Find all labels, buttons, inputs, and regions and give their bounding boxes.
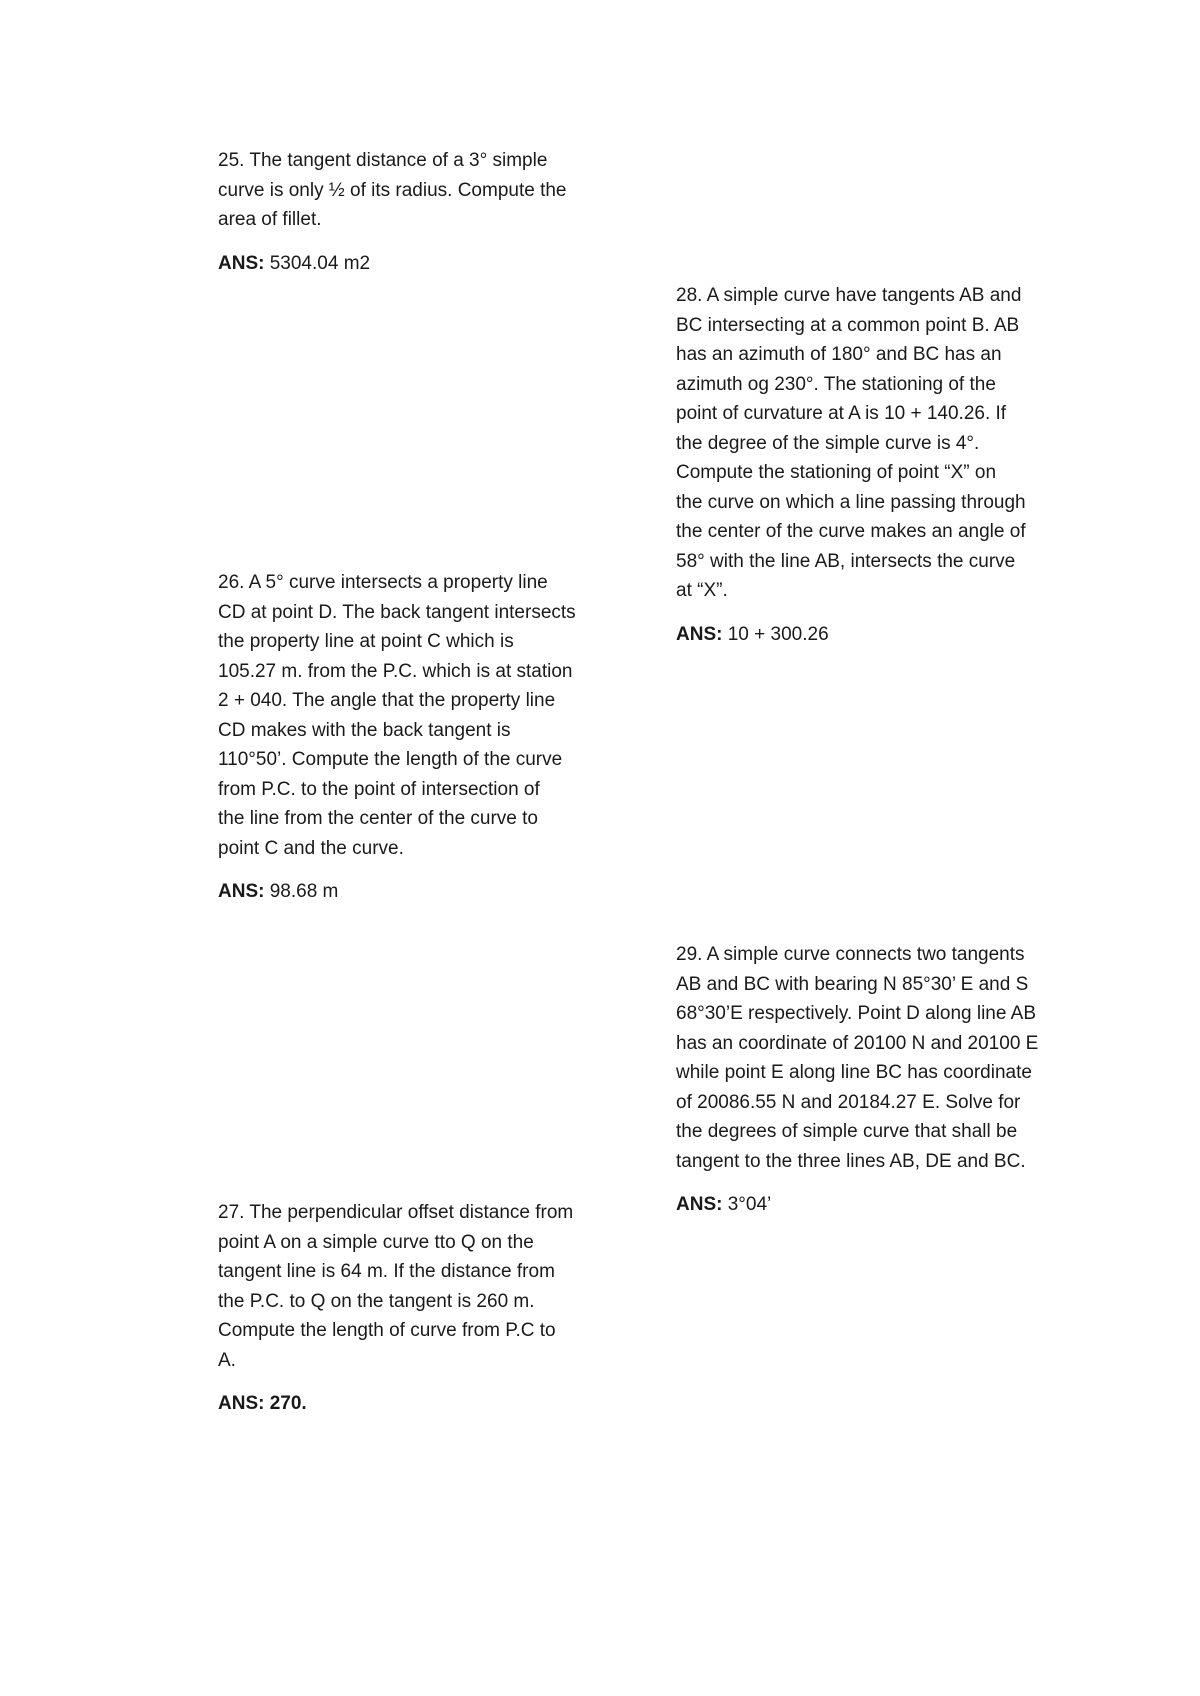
problem-25-answer xyxy=(218,249,618,279)
problem-29-answer xyxy=(676,1190,1076,1220)
answer-value: 98.68 m xyxy=(264,881,339,902)
problem-27-answer xyxy=(218,1389,618,1419)
problem-27-question: 27. The perpendicular offset distance from point A on a simple curve tto Q on the tangent line is 64 m. If the distance from the P.C. to Q on the tangent is 260 m. Compute the length of curve from P.C to A. xyxy=(218,1202,574,1371)
problem-28-question: 28. A simple curve have tangents AB and BC intersecting at a common point B. AB has an azimuth of 180° and BC has an azimuth og 230°. The stationing of the point of curvature at A is 10 + 140.26. If the degree of the simple curve is 4°. Compute the stationing of point “X” on the curve on which a line passing through the center of the curve makes an angle of 58° with the line AB, intersects the curve at “X”. xyxy=(676,285,1026,601)
answer-value: 3°04’ xyxy=(722,1194,772,1215)
problem-25-question: 25. The tangent distance of a 3° simple curve is only ½ of its radius. Compute the area of fillet. xyxy=(218,150,567,230)
problem-26-question: 26. A 5° curve intersects a property line CD at point D. The back tangent intersects the property line at point C which is 105.27 m. from the P.C. which is at station 2 + 040. The angle that the property line CD makes with the back tangent is 110°50’. Compute the length of the curve from P.C. to the point of intersection of the line from the center of the curve to point C and the curve. xyxy=(218,572,576,859)
answer-label: ANS: xyxy=(676,1194,723,1215)
answer-label: ANS: xyxy=(676,623,723,645)
problem-28 xyxy=(676,281,1076,649)
problem-27 xyxy=(218,1198,618,1419)
answer-label: ANS: xyxy=(218,252,265,274)
problem-26 xyxy=(218,568,618,907)
answer-label: ANS: xyxy=(218,881,265,902)
problem-25 xyxy=(218,146,618,278)
problem-29 xyxy=(676,940,1076,1220)
problem-29-question: 29. A simple curve connects two tangents AB and BC with bearing N 85°30’ E and S 68°30’E respectively. Point D along line AB has an coordinate of 20100 N and 20100 E while point E along line BC has coordinate of 20086.55 N and 20184.27 E. Solve for the degrees of simple curve that shall be tangent to the three lines AB, DE and BC. xyxy=(676,944,1039,1172)
problem-26-answer xyxy=(218,877,618,907)
problem-28-answer xyxy=(676,620,1076,650)
answer-label: ANS: 270. xyxy=(218,1393,307,1414)
answer-value: 10 + 300.26 xyxy=(722,623,829,645)
answer-value: 5304.04 m2 xyxy=(264,252,371,274)
